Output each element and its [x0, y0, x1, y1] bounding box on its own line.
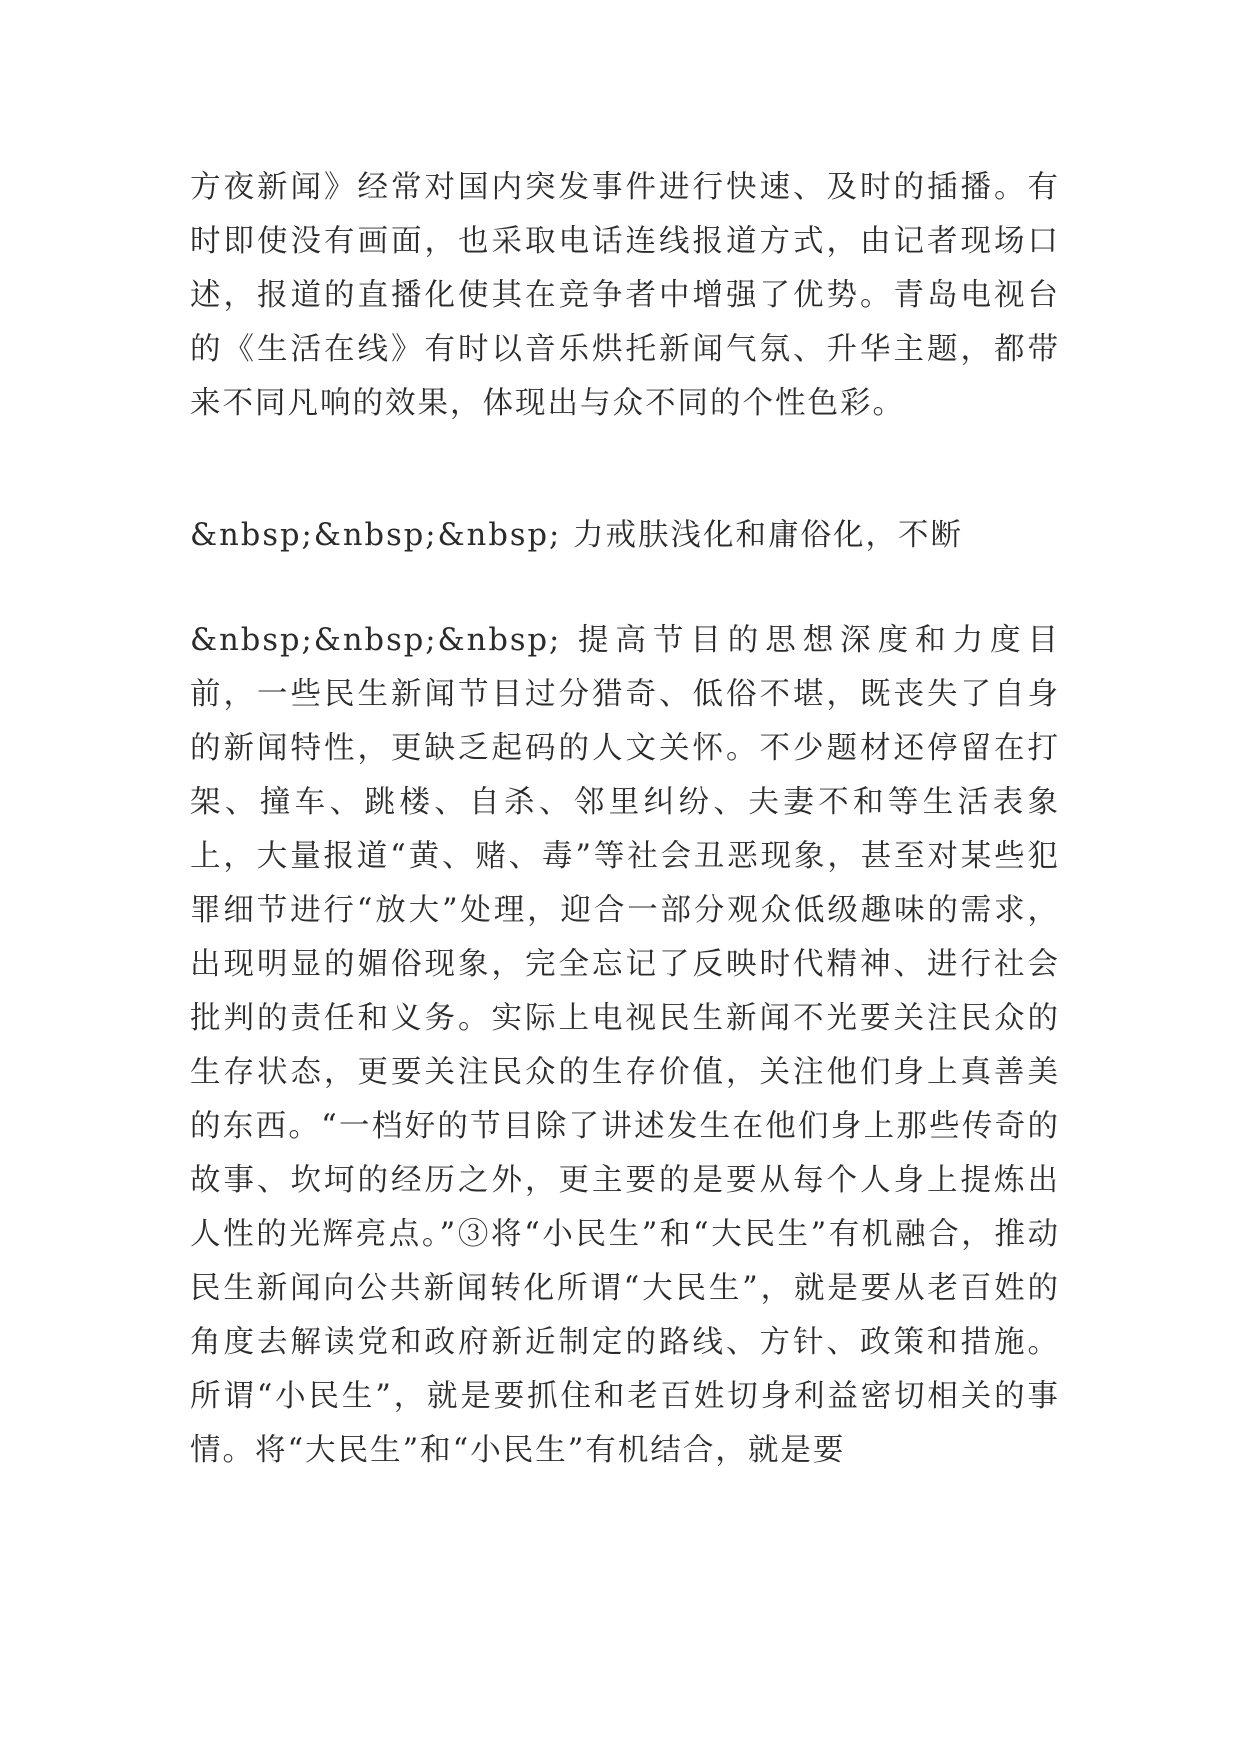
paragraph: &nbsp;&nbsp;&nbsp; 提高节目的思想深度和力度目前，一些民生新闻节目过分猎奇、低俗不堪，既丧失了自身的新闻特性，更缺乏起码的人文关怀。不少题材还停留在打架、撞车、跳楼、自杀、邻里纠纷、夫妻不和等生活表象上，大量报道“黄、赌、毒”等社会丑恶现象，甚至对某些犯罪细节进行“放大”处理，迎合一部分观众低级趣味的需求，出现明显的媚俗现象，完全忘记了反映时代精神、进行社会批判的责任和义务。实际上电视民生新闻不光要关注民众的生存状态，更要关注民众的生存价值，关注他们身上真善美的东西。“一档好的节目除了讲述发生在他们身上那些传奇的故事、坎坷的经历之外，更主要的是要从每个人身上提炼出人性的光辉亮点。”③将“小民生”和“大民生”有机融合，推动民生新闻向公共新闻转化所谓“大民生”，就是要从老百姓的角度去解读党和政府新近制定的路线、方针、政策和措施。所谓“小民生”，就是要抓住和老百姓切身利益密切相关的事情。将“大民生”和“小民生”有机结合，就是要 [190, 623, 1060, 1468]
paragraph: &nbsp;&nbsp;&nbsp; 力戒肤浅化和庸俗化，不断 [190, 518, 964, 553]
paragraph: 方夜新闻》经常对国内突发事件进行快速、及时的插播。有时即使没有画面，也采取电话连线报道方式，由记者现场口述，报道的直播化使其在竞争者中增强了优势。青岛电视台的《生活在线》有时以音乐烘托新闻气氛、升华主题，都带来不同凡响的效果，体现出与众不同的个性色彩。 [190, 170, 1060, 421]
